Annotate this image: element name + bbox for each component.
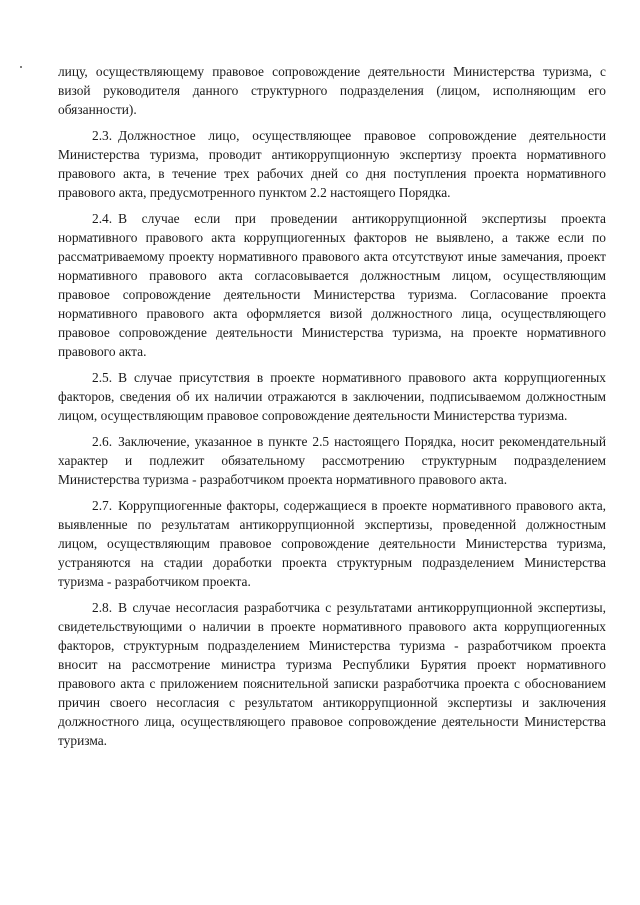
paragraph-text: лицу, осуществляющему правовое сопровождение деятельности Министерства туризма, с визой руководителя данного структурного подразделения (лицом, исполняющим его обязанности). [58,64,606,117]
clause-2-4 [58,209,606,361]
clause-2-6 [58,432,606,489]
clause-text: Коррупциогенные факторы, содержащиеся в проекте нормативного правового акта, выявленные по результатам антикоррупционной экспертизы, проведенной должностным лицом, осуществляющим правовое сопровождение деятельности Министерства туризма, устраняются на стадии доработки проекта структурным подразделением Министерства туризма - разработчиком проекта. [58,498,606,589]
clause-number: 2.8. [92,600,113,615]
clause-text: В случае присутствия в проекте нормативного правового акта коррупциогенных факторов, сведения об их наличии отражаются в заключении, подписываемом должностным лицом, осуществляющим правовое сопровождение деятельности Министерства туризма. [58,370,606,423]
clause-2-8 [58,598,606,750]
scan-speck [20,66,22,68]
clause-number: 2.4. [92,211,113,226]
clause-number: 2.3. [92,128,113,143]
clause-number: 2.6. [92,434,113,449]
clause-text: Заключение, указанное в пункте 2.5 настоящего Порядка, носит рекомендательный характер и подлежит обязательному рассмотрению структурным подразделением Министерства туризма - разработчиком проекта нормативного правового акта. [58,434,606,487]
clause-2-3 [58,126,606,202]
clause-text: В случае если при проведении антикоррупционной экспертизы проекта нормативного правового акта коррупциогенных факторов не выявлено, а также если по рассматриваемому проекту нормативного правового акта отсутствуют иные замечания, проект нормативного правового акта согласовывается должностным лицом, осуществляющим правовое сопровождение деятельности Министерства туризма. Согласование проекта нормативного правового акта оформляется визой должностного лица, осуществляющего правовое сопровождение деятельности Министерства туризма, на проекте нормативного правового акта. [58,211,606,359]
clause-number: 2.5. [92,370,113,385]
clause-2-7 [58,496,606,591]
clause-2-5 [58,368,606,425]
clause-number: 2.7. [92,498,113,513]
clause-text: Должностное лицо, осуществляющее правовое сопровождение деятельности Министерства туризма, проводит антикоррупционную экспертизу проекта нормативного правового акта, в течение трех рабочих дней со дня поступления проекта нормативного правового акта, предусмотренного пунктом 2.2 настоящего Порядка. [58,128,606,200]
document-page [58,62,606,750]
clause-text: В случае несогласия разработчика с результатами антикоррупционной экспертизы, свидетельствующими о наличии в проекте нормативного правового акта коррупциогенных факторов, структурным подразделением Министерства туризма - разработчиком проекта вносит на рассмотрение министра туризма Республики Бурятия проект нормативного правового акта с приложением пояснительной записки разработчика проекта с обоснованием причин своего несогласия с результатом антикоррупционной экспертизы и заключения должностного лица, осуществляющего правовое сопровождение деятельности Министерства туризма. [58,600,606,748]
paragraph-continuation [58,62,606,119]
